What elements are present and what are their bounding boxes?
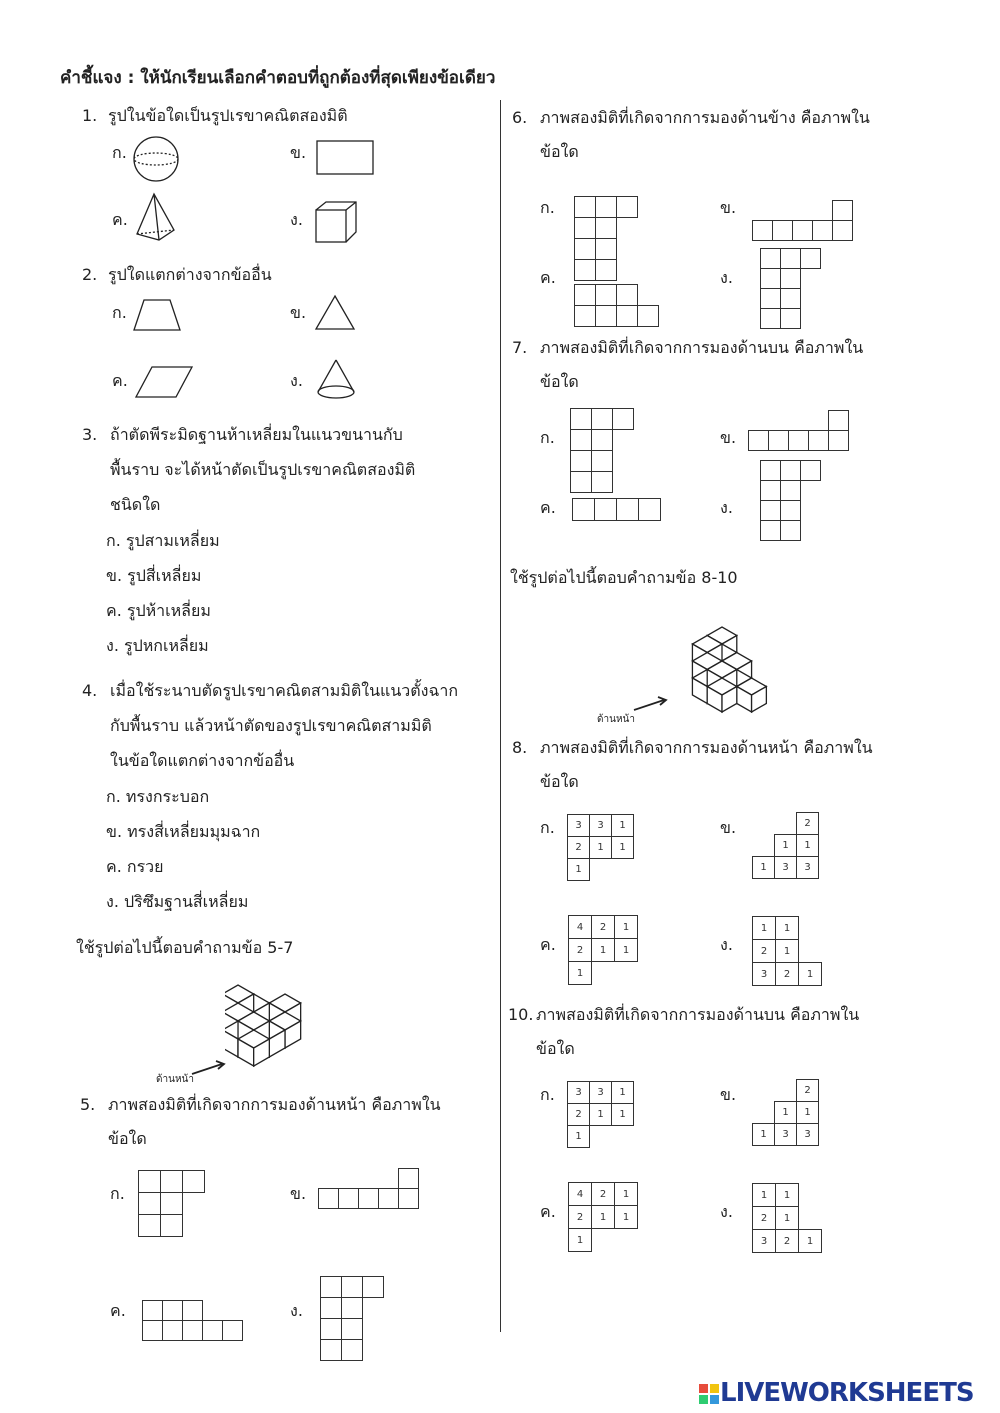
option-label-d: ง. (720, 268, 733, 287)
question-text: ข้อใด (540, 372, 579, 391)
choice: ง. ปริซึมฐานสี่เหลี่ยม (106, 892, 249, 911)
grid-cell (616, 284, 638, 306)
grid-cell: 1 (752, 856, 775, 879)
option-label-c: ค. (540, 498, 556, 517)
front-label: ด้านหน้า (597, 714, 635, 725)
choice: ก. ทรงกระบอก (106, 787, 210, 806)
grid-cell: 3 (752, 1229, 776, 1253)
grid-cell: 3 (774, 1123, 797, 1146)
grid-cell (595, 217, 617, 239)
question-text: ข้อใด (108, 1129, 147, 1148)
grid-cell (574, 217, 596, 239)
grid-cell (572, 498, 595, 521)
question-text: รูปใดแตกต่างจากข้ออื่น (108, 265, 272, 284)
grid-cell: 2 (775, 962, 799, 986)
grid-cell (760, 248, 781, 269)
grid-cell: 1 (589, 1103, 612, 1126)
option-label-b: ข. (720, 1085, 737, 1104)
grid-cell: 4 (568, 915, 592, 939)
grid-cell (828, 430, 849, 451)
option-label-b: ข. (290, 1184, 307, 1203)
grid-cell: 1 (775, 1183, 799, 1207)
grid-cell: 1 (775, 939, 799, 963)
grid-cell (182, 1170, 205, 1193)
grid-cell: 3 (589, 814, 612, 837)
question-text: กับพื้นราบ แล้วหน้าตัดของรูปเรขาคณิตสามมิติ (110, 716, 432, 735)
grid-cell: 1 (614, 915, 638, 939)
grid-cell (616, 498, 639, 521)
option-label-b: ข. (720, 198, 737, 217)
question-text: ข้อใด (540, 772, 579, 791)
grid-cell (616, 196, 638, 218)
grid-cell (202, 1320, 223, 1341)
grid-cell: 1 (614, 1205, 638, 1229)
grid-cell (398, 1168, 419, 1189)
grid-cell (760, 520, 781, 541)
grid-cell: 2 (796, 1079, 819, 1102)
grid-cell (570, 471, 592, 493)
grid-cell (341, 1339, 363, 1361)
option-label-d: ง. (720, 498, 733, 517)
grid-cell: 3 (567, 1081, 590, 1104)
grid-cell: 2 (567, 836, 590, 859)
grid-cell (812, 220, 833, 241)
grid-cell (760, 308, 781, 329)
grid-cell (591, 450, 613, 472)
question-number: 10. (508, 1005, 534, 1024)
choice: ค. กรวย (106, 857, 164, 876)
grid-cell: 1 (611, 1081, 634, 1104)
arrow-icon (190, 1058, 230, 1078)
option-label-c: ค. (540, 935, 556, 954)
grid-cell (595, 305, 617, 327)
grid-cell (138, 1192, 161, 1215)
grid-cell (616, 305, 638, 327)
grid-cell (780, 480, 801, 501)
grid-cell (780, 520, 801, 541)
grid-cell (320, 1339, 342, 1361)
grid-cell: 2 (775, 1229, 799, 1253)
grid-cell (142, 1320, 163, 1341)
grid-cell (142, 1300, 163, 1321)
grid-cell: 1 (752, 1123, 775, 1146)
grid-cell (138, 1214, 161, 1237)
choice: ข. รูปสี่เหลี่ยม (106, 566, 202, 585)
question-text: ข้อใด (536, 1039, 575, 1058)
option-label-a: ก. (540, 198, 555, 217)
choice: ข. ทรงสี่เหลี่ยมมุมฉาก (106, 822, 261, 841)
isometric-cube-figure-1 (225, 972, 345, 1090)
option-label-a: ก. (112, 303, 127, 322)
choice: ก. รูปสามเหลี่ยม (106, 531, 220, 550)
grid-cell (780, 288, 801, 309)
grid-cell (800, 248, 821, 269)
question-text: ภาพสองมิติที่เกิดจากการมองด้านข้าง คือภาพใน (540, 108, 870, 127)
grid-cell (828, 410, 849, 431)
option-label-c: ค. (540, 1202, 556, 1221)
grid-cell (780, 460, 801, 481)
option-label-a: ก. (110, 1184, 125, 1203)
grid-cell (574, 196, 596, 218)
grid-cell (612, 408, 634, 430)
grid-cell (788, 430, 809, 451)
question-text: พื้นราบ จะได้หน้าตัดเป็นรูปเรขาคณิตสองมิติ (110, 460, 416, 479)
sphere-icon (132, 135, 180, 183)
grid-cell (182, 1320, 203, 1341)
question-number: 1. (82, 106, 98, 125)
group-instruction: ใช้รูปต่อไปนี้ตอบคำถามข้อ 8-10 (510, 568, 738, 587)
grid-cell (182, 1300, 203, 1321)
question-text: ข้อใด (540, 142, 579, 161)
grid-cell (832, 200, 853, 221)
grid-cell (591, 429, 613, 451)
grid-cell: 1 (775, 1206, 799, 1230)
grid-cell (780, 308, 801, 329)
grid-cell (760, 460, 781, 481)
grid-cell (792, 220, 813, 241)
rectangle-icon (316, 140, 374, 176)
grid-cell (341, 1297, 363, 1319)
question-number: 3. (82, 425, 98, 444)
grid-cell: 1 (614, 1182, 638, 1206)
grid-cell (595, 196, 617, 218)
grid-cell (378, 1188, 399, 1209)
grid-cell: 2 (591, 915, 615, 939)
question-number: 6. (512, 108, 528, 127)
grid-cell: 1 (614, 938, 638, 962)
grid-cell (574, 305, 596, 327)
option-label-a: ก. (540, 1085, 555, 1104)
grid-cell: 2 (567, 1103, 590, 1126)
option-label-b: ข. (720, 428, 737, 447)
grid-cell: 1 (567, 1125, 590, 1148)
choice: ค. รูปห้าเหลี่ยม (106, 601, 211, 620)
instructions: คำชี้แจง : ให้นักเรียนเลือกคำตอบที่ถูกต้องที่สุดเพียงข้อเดียว (60, 68, 496, 88)
grid-cell (760, 500, 781, 521)
grid-cell: 1 (752, 1183, 776, 1207)
grid-cell: 4 (568, 1182, 592, 1206)
grid-cell (338, 1188, 359, 1209)
grid-cell: 1 (798, 962, 822, 986)
trapezoid-icon (132, 298, 182, 332)
cube-icon (314, 200, 358, 244)
grid-cell: 3 (796, 856, 819, 879)
grid-cell (320, 1318, 342, 1340)
pyramid-icon (134, 192, 176, 244)
option-label-a: ก. (112, 143, 127, 162)
grid-cell: 2 (752, 939, 776, 963)
option-label-c: ค. (110, 1301, 126, 1320)
question-number: 4. (82, 681, 98, 700)
grid-cell (222, 1320, 243, 1341)
grid-cell: 1 (589, 836, 612, 859)
grid-cell (760, 288, 781, 309)
grid-cell: 1 (752, 916, 776, 940)
question-number: 7. (512, 338, 528, 357)
option-label-d: ง. (290, 1301, 303, 1320)
grid-cell: 3 (752, 962, 776, 986)
triangle-icon (314, 294, 356, 332)
question-text: ภาพสองมิติที่เกิดจากการมองด้านหน้า คือภาพใน (108, 1095, 441, 1114)
grid-cell: 2 (568, 938, 592, 962)
grid-cell: 1 (798, 1229, 822, 1253)
grid-cell (748, 430, 769, 451)
grid-cell: 2 (796, 812, 819, 835)
grid-cell (341, 1318, 363, 1340)
grid-cell (160, 1192, 183, 1215)
question-number: 8. (512, 738, 528, 757)
grid-cell (594, 498, 617, 521)
front-label: ด้านหน้า (156, 1074, 194, 1085)
question-text: เมื่อใช้ระนาบตัดรูปเรขาคณิตสามมิติในแนวตั้งฉาก (110, 681, 459, 700)
grid-cell: 3 (567, 814, 590, 837)
grid-cell (808, 430, 829, 451)
option-label-b: ข. (290, 303, 307, 322)
liveworksheets-logo: LIVEWORKSHEETS (698, 1378, 974, 1408)
grid-cell (638, 498, 661, 521)
grid-cell: 3 (774, 856, 797, 879)
question-text: ภาพสองมิติที่เกิดจากการมองด้านบน คือภาพใน (536, 1005, 860, 1024)
grid-cell: 2 (752, 1206, 776, 1230)
column-divider (500, 100, 501, 1332)
question-text: ในข้อใดแตกต่างจากข้ออื่น (110, 751, 295, 770)
parallelogram-icon (134, 365, 194, 399)
grid-cell (591, 471, 613, 493)
cone-icon (314, 358, 358, 402)
grid-cell: 1 (568, 961, 592, 985)
grid-cell: 1 (591, 1205, 615, 1229)
grid-cell (570, 408, 592, 430)
grid-cell (637, 305, 659, 327)
grid-cell (570, 450, 592, 472)
grid-cell (574, 259, 596, 281)
grid-cell (780, 248, 801, 269)
grid-cell: 1 (568, 1228, 592, 1252)
option-label-d: ง. (290, 210, 303, 229)
grid-cell (574, 284, 596, 306)
grid-cell: 3 (589, 1081, 612, 1104)
question-text: ถ้าตัดพีระมิดฐานห้าเหลี่ยมในแนวขนานกับ (110, 425, 403, 444)
grid-cell: 2 (568, 1205, 592, 1229)
grid-cell (760, 480, 781, 501)
grid-cell (760, 268, 781, 289)
grid-cell (318, 1188, 339, 1209)
question-number: 5. (80, 1095, 96, 1114)
grid-cell (595, 238, 617, 260)
grid-cell (595, 284, 617, 306)
grid-cell (780, 500, 801, 521)
grid-cell: 1 (774, 1101, 797, 1124)
grid-cell: 1 (796, 1101, 819, 1124)
grid-cell: 1 (567, 858, 590, 881)
grid-cell: 3 (796, 1123, 819, 1146)
option-label-a: ก. (540, 818, 555, 837)
option-label-c: ค. (112, 210, 128, 229)
grid-cell (780, 268, 801, 289)
grid-cell (362, 1276, 384, 1298)
option-label-b: ข. (290, 143, 307, 162)
grid-cell (320, 1297, 342, 1319)
isometric-cube-figure-2 (660, 604, 790, 720)
grid-cell (595, 259, 617, 281)
option-label-c: ค. (112, 371, 128, 390)
grid-cell: 1 (611, 1103, 634, 1126)
question-text: รูปในข้อใดเป็นรูปเรขาคณิตสองมิติ (108, 106, 348, 125)
grid-cell: 1 (611, 814, 634, 837)
grid-cell (398, 1188, 419, 1209)
option-label-c: ค. (540, 268, 556, 287)
option-label-d: ง. (720, 1202, 733, 1221)
grid-cell (570, 429, 592, 451)
grid-cell (591, 408, 613, 430)
grid-cell: 1 (774, 834, 797, 857)
option-label-d: ง. (720, 935, 733, 954)
question-text: ภาพสองมิติที่เกิดจากการมองด้านบน คือภาพใน (540, 338, 864, 357)
grid-cell (320, 1276, 342, 1298)
question-number: 2. (82, 265, 98, 284)
grid-cell: 1 (796, 834, 819, 857)
grid-cell (772, 220, 793, 241)
grid-cell (162, 1300, 183, 1321)
group-instruction: ใช้รูปต่อไปนี้ตอบคำถามข้อ 5-7 (76, 938, 294, 957)
grid-cell (832, 220, 853, 241)
option-label-b: ข. (720, 818, 737, 837)
grid-cell: 1 (611, 836, 634, 859)
grid-cell: 2 (591, 1182, 615, 1206)
grid-cell (768, 430, 789, 451)
grid-cell (160, 1170, 183, 1193)
grid-cell: 1 (775, 916, 799, 940)
grid-cell (574, 238, 596, 260)
grid-cell (800, 460, 821, 481)
grid-cell (138, 1170, 161, 1193)
grid-cell (162, 1320, 183, 1341)
grid-cell (752, 220, 773, 241)
option-label-d: ง. (290, 371, 303, 390)
grid-cell (341, 1276, 363, 1298)
grid-cell (358, 1188, 379, 1209)
choice: ง. รูปหกเหลี่ยม (106, 636, 209, 655)
grid-cell (160, 1214, 183, 1237)
option-label-a: ก. (540, 428, 555, 447)
arrow-icon (632, 696, 672, 716)
question-text: ภาพสองมิติที่เกิดจากการมองด้านหน้า คือภาพใน (540, 738, 873, 757)
question-text: ชนิดใด (110, 495, 161, 514)
grid-cell: 1 (591, 938, 615, 962)
